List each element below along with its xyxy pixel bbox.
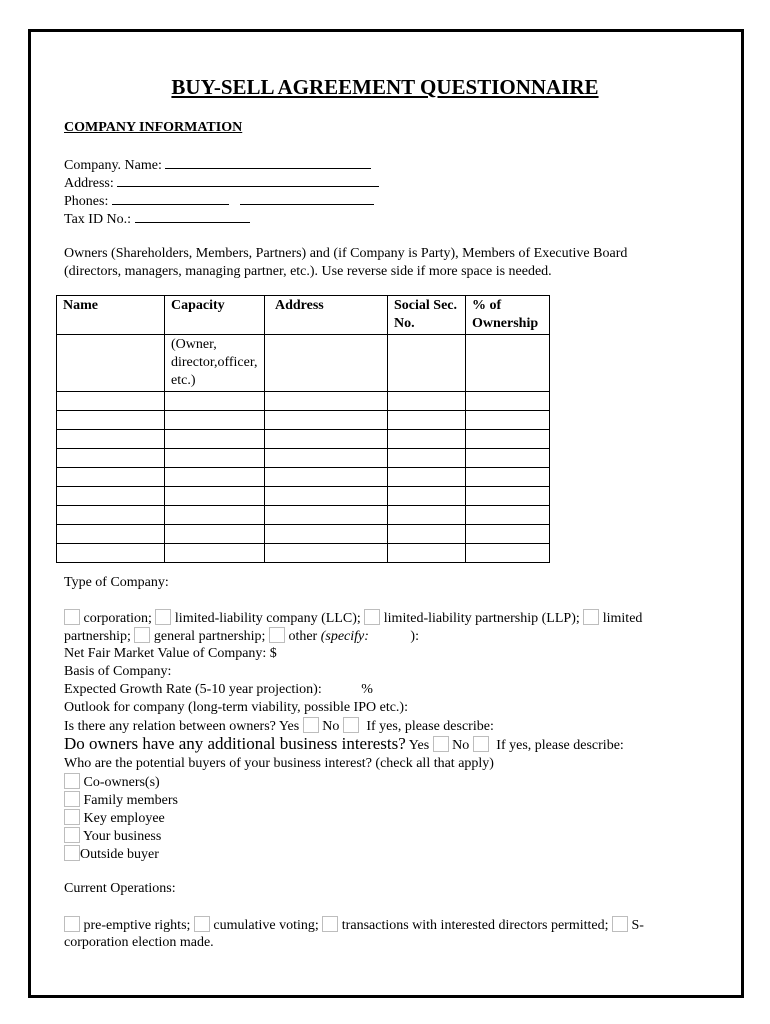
cell-name[interactable]: [57, 506, 165, 525]
net-value-label: Net Fair Market Value of Company: $: [64, 646, 277, 661]
buyer-option-family: [64, 791, 178, 810]
cell-ssn[interactable]: [388, 487, 466, 506]
cell-name[interactable]: [57, 525, 165, 544]
cell-ownership[interactable]: [466, 525, 550, 544]
general-partnership-checkbox[interactable]: [134, 627, 150, 643]
s-corp-election-label-1: S-: [631, 918, 644, 933]
outside-buyer-checkbox[interactable]: [64, 845, 80, 861]
interested-directors-label: transactions with interested directors permitted;: [341, 918, 609, 933]
document-title: BUY-SELL AGREEMENT QUESTIONNAIRE: [171, 75, 599, 99]
family-members-label: Family members: [83, 793, 178, 808]
relation-yes-checkbox[interactable]: [303, 717, 319, 733]
cell-capacity[interactable]: [165, 392, 265, 411]
cell-address[interactable]: [265, 544, 388, 563]
co-owners-checkbox[interactable]: [64, 773, 80, 789]
owners-intro-line-2: (directors, managers, managing partner, etc.). Use reverse side if more space is needed.: [64, 264, 552, 279]
llp-label: limited-liability partnership (LLP);: [383, 611, 580, 626]
company-type-options-line-2: [64, 627, 419, 646]
cell-ownership[interactable]: [466, 506, 550, 525]
col-capacity: Capacity: [165, 296, 265, 335]
llp-checkbox[interactable]: [364, 609, 380, 625]
cell-address[interactable]: [265, 392, 388, 411]
basis-label: Basis of Company:: [64, 664, 172, 679]
cell-ssn[interactable]: [388, 335, 466, 392]
cell-capacity[interactable]: [165, 430, 265, 449]
cell-ssn[interactable]: [388, 544, 466, 563]
cell-ssn[interactable]: [388, 525, 466, 544]
outside-buyer-label: Outside buyer: [80, 847, 159, 862]
phone-field-1[interactable]: [112, 191, 229, 205]
limited-partnership-checkbox[interactable]: [583, 609, 599, 625]
company-type-options-line-1: [64, 609, 642, 628]
growth-unit: %: [361, 682, 373, 697]
specify-close: ):: [410, 629, 419, 644]
additional-no-checkbox[interactable]: [473, 736, 489, 752]
preemptive-rights-label: pre-emptive rights;: [83, 918, 191, 933]
current-operations-label: Current Operations:: [64, 881, 176, 896]
cell-name[interactable]: [57, 411, 165, 430]
relation-no-label: No: [322, 719, 340, 734]
s-corp-election-checkbox[interactable]: [612, 916, 628, 932]
cell-ownership[interactable]: [466, 487, 550, 506]
cell-capacity-hint[interactable]: (Owner, director,officer, etc.): [165, 335, 265, 392]
cumulative-voting-checkbox[interactable]: [194, 916, 210, 932]
tax-id-row: [64, 209, 250, 229]
cell-capacity[interactable]: [165, 487, 265, 506]
operations-options-line-1: [64, 916, 644, 935]
cell-ssn[interactable]: [388, 430, 466, 449]
phone-field-2[interactable]: [240, 191, 374, 205]
phones-row: [64, 191, 374, 211]
buyer-option-your-business: [64, 827, 161, 846]
col-name: Name: [57, 296, 165, 335]
your-business-checkbox[interactable]: [64, 827, 80, 843]
cell-name[interactable]: [57, 544, 165, 563]
owners-intro-line-1: Owners (Shareholders, Members, Partners) and (if Company is Party), Members of Executive Board: [64, 246, 628, 261]
cell-address[interactable]: [265, 335, 388, 392]
cell-capacity[interactable]: [165, 449, 265, 468]
interested-directors-checkbox[interactable]: [322, 916, 338, 932]
corporation-label: corporation;: [83, 611, 152, 626]
additional-yes-label: Yes: [408, 738, 430, 753]
relation-no-checkbox[interactable]: [343, 717, 359, 733]
cell-ssn[interactable]: [388, 468, 466, 487]
general-partnership-label: general partnership;: [153, 629, 266, 644]
buyers-question: Who are the potential buyers of your business interest? (check all that apply): [64, 756, 494, 771]
buyer-option-key-employee: [64, 809, 165, 828]
cell-capacity[interactable]: [165, 468, 265, 487]
table-row: [57, 487, 550, 506]
cell-address[interactable]: [265, 506, 388, 525]
cell-ownership[interactable]: [466, 468, 550, 487]
cell-address[interactable]: [265, 430, 388, 449]
key-employee-checkbox[interactable]: [64, 809, 80, 825]
cell-ownership[interactable]: [466, 392, 550, 411]
company-info-heading: COMPANY INFORMATION: [64, 120, 243, 135]
llc-checkbox[interactable]: [155, 609, 171, 625]
table-row: [57, 411, 550, 430]
table-row: [57, 544, 550, 563]
additional-no-label: No: [452, 738, 470, 753]
other-label: other: [288, 629, 318, 644]
cell-address[interactable]: [265, 487, 388, 506]
cell-ssn[interactable]: [388, 506, 466, 525]
limited-partnership-label-2: partnership;: [64, 629, 131, 644]
cell-capacity[interactable]: [165, 411, 265, 430]
outlook-label: Outlook for company (long-term viability, possible IPO etc.):: [64, 700, 408, 715]
buyer-option-outside: [64, 845, 159, 864]
table-row: [57, 392, 550, 411]
limited-partnership-label-1: limited: [602, 611, 643, 626]
table-header-row: [57, 296, 550, 335]
col-address: Address: [265, 296, 388, 335]
specify-label: (specify:: [320, 629, 369, 644]
cell-name[interactable]: [57, 392, 165, 411]
cell-name[interactable]: [57, 449, 165, 468]
s-corp-election-label-2: corporation election made.: [64, 935, 214, 950]
cell-ssn[interactable]: [388, 411, 466, 430]
preemptive-rights-checkbox[interactable]: [64, 916, 80, 932]
cell-capacity[interactable]: [165, 544, 265, 563]
company-name-field[interactable]: [165, 155, 371, 169]
cell-capacity[interactable]: [165, 506, 265, 525]
relation-question: Is there any relation between owners? Yes: [64, 719, 300, 734]
cell-ownership[interactable]: [466, 449, 550, 468]
cell-address[interactable]: [265, 468, 388, 487]
cell-address[interactable]: [265, 525, 388, 544]
table-row: [57, 506, 550, 525]
col-ssn: Social Sec. No.: [388, 296, 466, 335]
type-of-company-label: Type of Company:: [64, 575, 169, 590]
table-row: [57, 430, 550, 449]
address-field[interactable]: [117, 173, 379, 187]
table-row: [57, 525, 550, 544]
cell-name[interactable]: [57, 468, 165, 487]
cell-address[interactable]: [265, 449, 388, 468]
company-name-row: [64, 155, 371, 175]
col-ownership: % of Ownership: [466, 296, 550, 335]
phones-label: Phones:: [64, 194, 109, 209]
cell-ownership[interactable]: [466, 411, 550, 430]
tax-id-label: Tax ID No.:: [64, 212, 132, 227]
cell-ownership[interactable]: [466, 335, 550, 392]
your-business-label: Your business: [82, 829, 162, 844]
growth-row: [64, 681, 373, 699]
cell-capacity[interactable]: [165, 525, 265, 544]
key-employee-label: Key employee: [83, 811, 165, 826]
tax-id-field[interactable]: [135, 209, 250, 223]
cell-ownership[interactable]: [466, 430, 550, 449]
address-label: Address:: [64, 176, 114, 191]
company-name-label: Company. Name:: [64, 158, 162, 173]
cell-name[interactable]: [57, 430, 165, 449]
table-row: [57, 335, 550, 392]
cell-address[interactable]: [265, 411, 388, 430]
additional-interests-question: Do owners have any additional business interests?: [64, 734, 406, 753]
owners-table: [56, 295, 550, 563]
family-members-checkbox[interactable]: [64, 791, 80, 807]
relation-describe-label: If yes, please describe:: [366, 719, 494, 734]
additional-interests-row: [64, 735, 624, 755]
growth-label: Expected Growth Rate (5-10 year projection):: [64, 682, 322, 697]
cell-ssn[interactable]: [388, 392, 466, 411]
cell-name[interactable]: [57, 335, 165, 392]
corporation-checkbox[interactable]: [64, 609, 80, 625]
cell-ssn[interactable]: [388, 449, 466, 468]
table-row: [57, 468, 550, 487]
cumulative-voting-label: cumulative voting;: [213, 918, 319, 933]
buyer-option-co-owners: [64, 773, 160, 792]
additional-yes-checkbox[interactable]: [433, 736, 449, 752]
additional-describe-label: If yes, please describe:: [496, 738, 624, 753]
co-owners-label: Co-owners(s): [83, 775, 160, 790]
llc-label: limited-liability company (LLC);: [174, 611, 361, 626]
address-row: [64, 173, 379, 193]
cell-name[interactable]: [57, 487, 165, 506]
cell-ownership[interactable]: [466, 544, 550, 563]
other-checkbox[interactable]: [269, 627, 285, 643]
table-row: [57, 449, 550, 468]
